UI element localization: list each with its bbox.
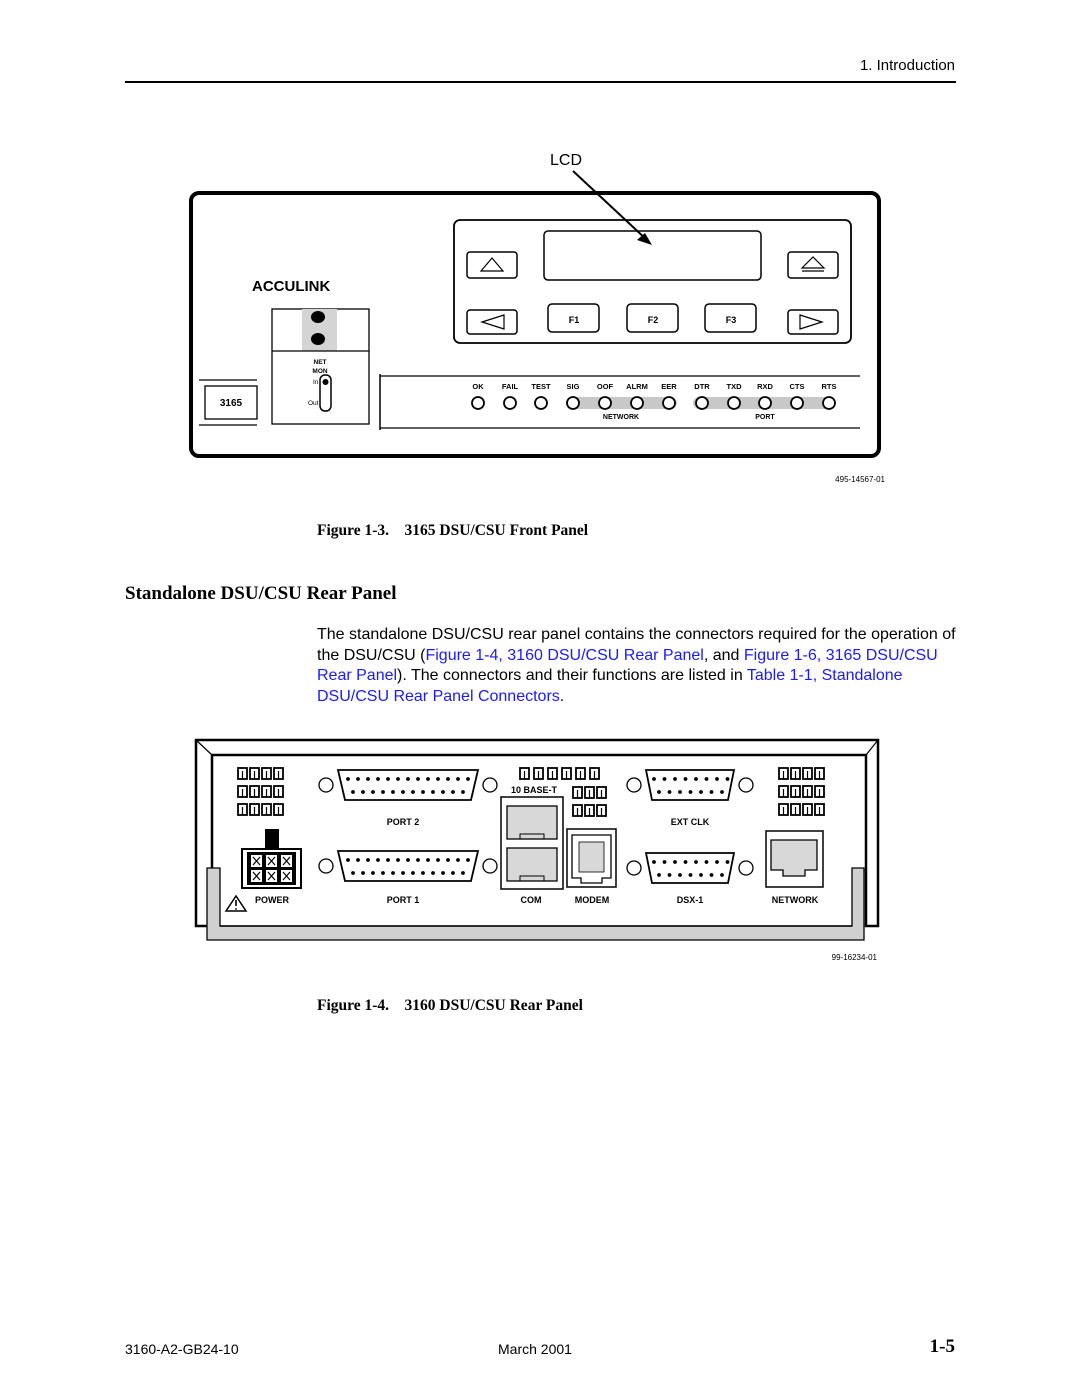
body-paragraph xyxy=(317,625,957,707)
xref-figure-1-6[interactable]: Figure 1-6, 3165 DSU/CSU Rear Panel xyxy=(317,646,938,684)
led-ok xyxy=(472,397,484,409)
led-dtr xyxy=(696,397,708,409)
10base-t-jack[interactable] xyxy=(507,806,557,839)
led-cts xyxy=(791,397,803,409)
led-label-fail: FAIL xyxy=(501,382,519,391)
led-label-rxd: RXD xyxy=(757,382,773,391)
figure4-caption xyxy=(317,997,583,1015)
f3-key-button[interactable] xyxy=(705,304,756,332)
power-label: POWER xyxy=(254,895,290,905)
led-label-dtr: DTR xyxy=(694,382,710,391)
network-label: NETWORK xyxy=(771,895,819,905)
svg-text:F2: F2 xyxy=(647,315,659,325)
netmon-label-in: In xyxy=(313,379,319,386)
10base-t-label: 10 BASE-T xyxy=(510,785,558,795)
front-part-number: 495-14567-01 xyxy=(835,475,885,484)
rear-part-number: 99-16234-01 xyxy=(831,953,877,962)
model-number: 3165 xyxy=(219,398,243,409)
section-title: Standalone DSU/CSU Rear Panel xyxy=(125,583,397,604)
network-led-band xyxy=(566,397,677,409)
right-key-button[interactable] xyxy=(788,310,838,334)
lcd-display xyxy=(544,231,761,280)
led-label-txd: TXD xyxy=(726,382,742,391)
led-oof xyxy=(599,397,611,409)
netmon-module xyxy=(272,309,369,424)
com-label: COM xyxy=(520,895,542,905)
netmon-label-net: NET xyxy=(313,359,327,366)
ext-clk-connector[interactable] xyxy=(627,770,753,800)
figure3-caption-title: 3165 DSU/CSU Front Panel xyxy=(404,522,589,539)
port-group-label: PORT xyxy=(755,414,775,421)
brand-logo-text: ACCULINK xyxy=(252,278,331,295)
modem-jack[interactable] xyxy=(572,835,611,883)
port1-connector[interactable] xyxy=(319,851,497,881)
rear-panel-figure xyxy=(0,730,1080,970)
netmon-label-out: Out xyxy=(308,400,319,407)
footer-page-number: 1-5 xyxy=(929,1336,955,1357)
modem-label: MODEM xyxy=(574,895,610,905)
led-label-sig: SIG xyxy=(566,382,580,391)
dsx1-connector[interactable] xyxy=(627,853,753,883)
figure3-caption-label: Figure 1-3. xyxy=(317,522,390,539)
com-jack[interactable] xyxy=(507,848,557,881)
network-group-label: NETWORK xyxy=(602,414,640,421)
dsx1-label: DSX-1 xyxy=(676,895,704,905)
footer-date: March 2001 xyxy=(498,1341,572,1357)
para-text-3: ). The connectors and their functions are listed in xyxy=(397,667,747,684)
led-label-eer: EER xyxy=(661,382,677,391)
port2-connector[interactable] xyxy=(319,770,497,800)
led-rts xyxy=(823,397,835,409)
warning-triangle-icon xyxy=(226,896,246,911)
f2-key-button[interactable] xyxy=(627,304,678,332)
para-text-2: , and xyxy=(703,646,744,664)
led-fail xyxy=(504,397,516,409)
led-rxd xyxy=(759,397,771,409)
led-eer xyxy=(663,397,675,409)
led-txd xyxy=(728,397,740,409)
xref-table-1-1[interactable]: Table 1-1, Standalone DSU/CSU Rear Panel Connectors xyxy=(317,667,903,705)
network-jack[interactable] xyxy=(771,840,817,876)
netmon-label-mon: MON xyxy=(312,368,328,375)
lcd-callout-label: LCD xyxy=(549,152,583,169)
lcd-callout-arrowhead xyxy=(637,233,652,245)
led-label-oof: OOF xyxy=(596,382,614,391)
power-latch xyxy=(265,829,279,849)
port1-label: PORT 1 xyxy=(386,895,420,905)
led-label-group xyxy=(472,382,836,391)
xref-figure-1-4[interactable]: Figure 1-4, 3160 DSU/CSU Rear Panel xyxy=(425,646,704,664)
figure4-caption-label: Figure 1-4. xyxy=(317,997,390,1014)
svg-text:F1: F1 xyxy=(568,315,580,325)
led-label-cts: CTS xyxy=(789,382,805,391)
front-panel-figure xyxy=(0,0,1080,500)
figure4-caption-title: 3160 DSU/CSU Rear Panel xyxy=(404,997,583,1014)
ext-clk-label: EXT CLK xyxy=(670,817,710,827)
led-label-test: TEST xyxy=(531,382,551,391)
port2-label: PORT 2 xyxy=(386,817,420,827)
power-connector[interactable] xyxy=(242,849,301,888)
led-label-alrm: ALRM xyxy=(626,382,648,391)
para-text-1: The standalone DSU/CSU rear panel contains the connectors required for the operation of the DSU/CSU ( xyxy=(317,626,956,664)
led-label-ok: OK xyxy=(472,382,484,391)
led-sig xyxy=(567,397,579,409)
para-text-4: . xyxy=(559,687,565,705)
led-label-rts: RTS xyxy=(821,382,837,391)
figure3-caption xyxy=(317,522,588,540)
f1-key-button[interactable] xyxy=(548,304,599,332)
left-key-button[interactable] xyxy=(467,310,517,334)
top-key-button[interactable] xyxy=(788,252,838,278)
footer-doc-number: 3160-A2-GB24-10 xyxy=(125,1341,239,1357)
running-header: 1. Introduction xyxy=(859,57,955,74)
svg-text:F3: F3 xyxy=(725,315,737,325)
led-alrm xyxy=(631,397,643,409)
up-key-button[interactable] xyxy=(467,252,517,278)
led-test xyxy=(535,397,547,409)
